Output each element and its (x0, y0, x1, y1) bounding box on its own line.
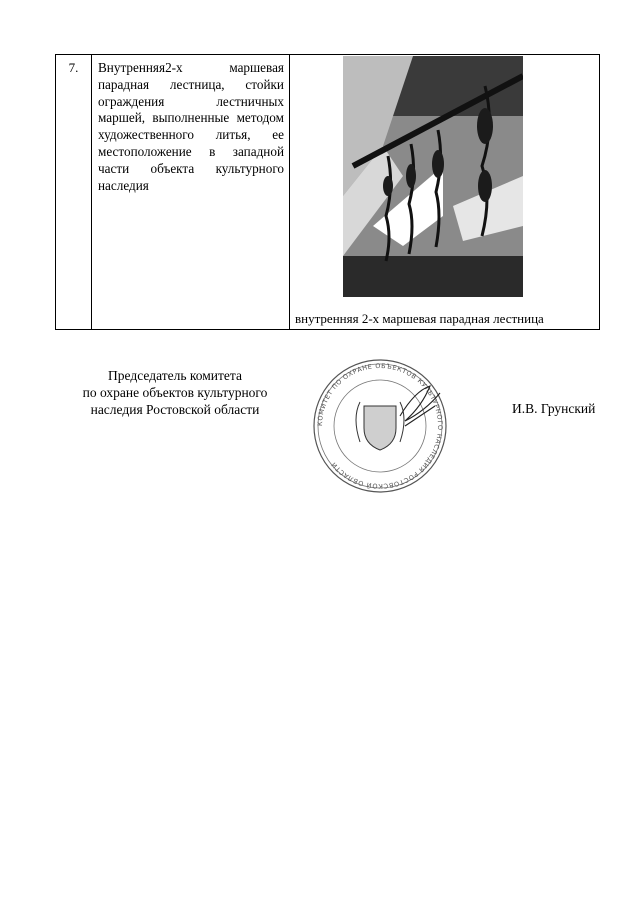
row-description: Внутренняя2-х маршевая парадная лестница, стойки ограждения лестничных маршей, выполненные методом художественного литья, ее местоположение в западной части объекта культурного наследия (98, 60, 284, 193)
signatory-position (55, 367, 295, 418)
official-seal-icon (300, 356, 460, 496)
row-photo-cell (290, 55, 600, 330)
staircase-photo (343, 56, 523, 297)
position-line-3: наследия Ростовской области (90, 402, 260, 417)
row-number: 7. (56, 55, 92, 330)
position-line-2: по охране объектов культурного (82, 385, 268, 400)
position-line-1: Председатель комитета (108, 368, 242, 383)
objects-table (55, 54, 600, 330)
table-row (56, 55, 600, 330)
photo-caption: внутренняя 2-х маршевая парадная лестница (295, 311, 544, 326)
seal-text: КОМИТЕТ ПО ОХРАНЕ ОБЪЕКТОВ КУЛЬТУРНОГО НАСЛЕДИЯ РОСТОВСКОЙ ОБЛАСТИ (315, 361, 445, 491)
signatory-name: И.В. Грунский (512, 401, 596, 416)
row-description-cell (92, 55, 290, 330)
